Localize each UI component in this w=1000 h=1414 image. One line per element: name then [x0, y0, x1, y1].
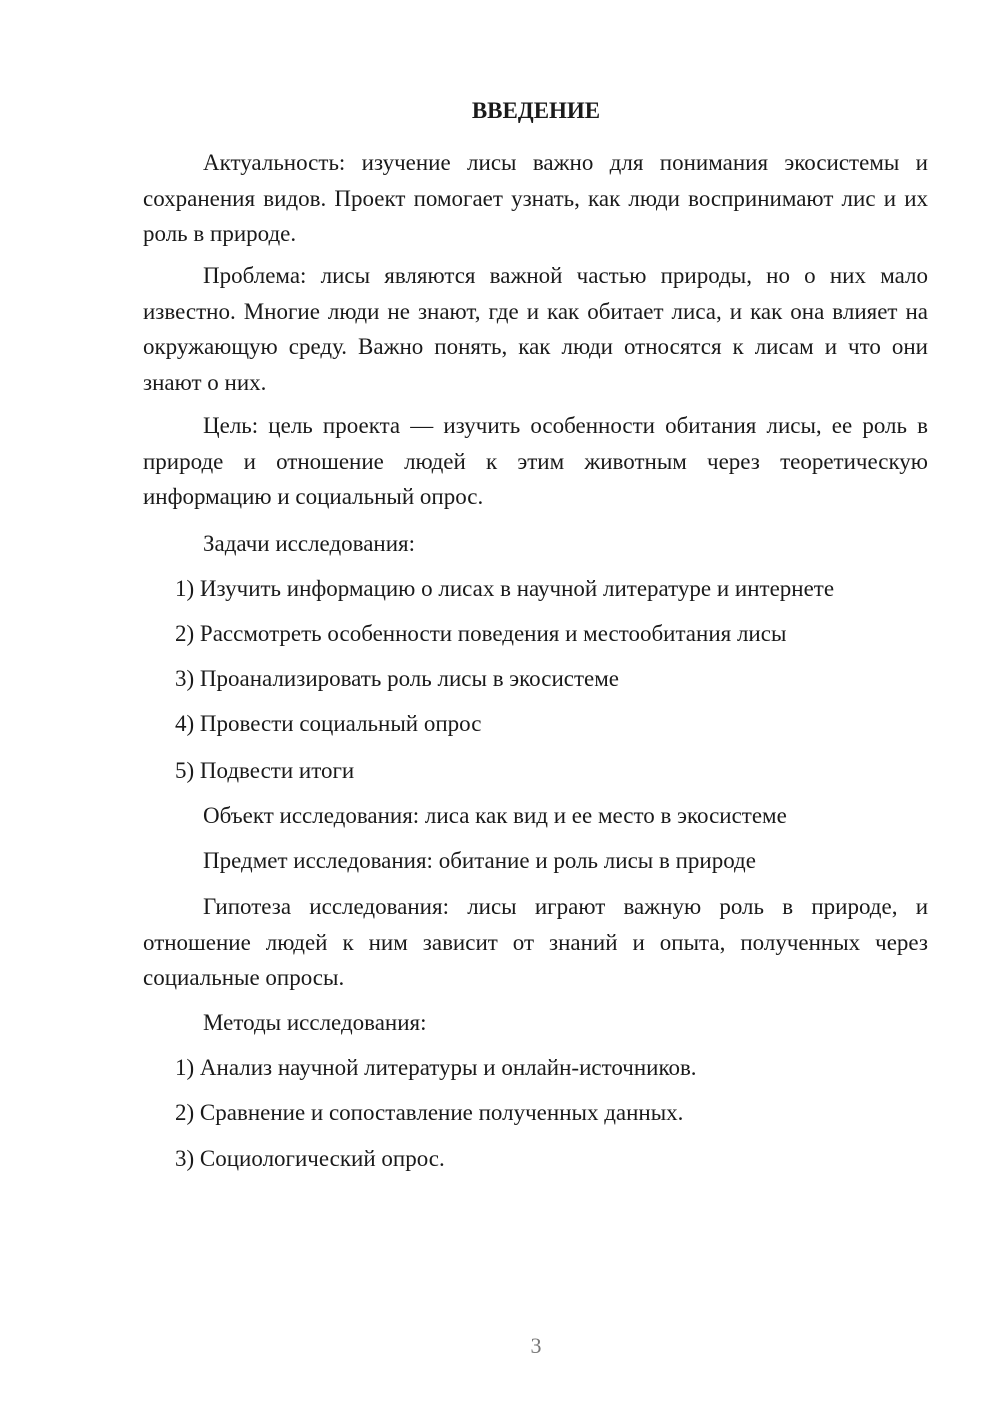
- task-item: 2) Рассмотреть особенности поведения и местообитания лисы: [175, 621, 787, 646]
- method-item: 1) Анализ научной литературы и онлайн-источников.: [175, 1055, 697, 1080]
- relevance-paragraph: Актуальность: изучение лисы важно для понимания экосистемы и сохранения видов. Проект помогает узнать, как люди воспринимают лис и их роль в природе.: [143, 150, 928, 246]
- page-title: ВВЕДЕНИЕ: [471, 98, 601, 123]
- goal-paragraph: Цель: цель проекта — изучить особенности обитания лисы, ее роль в природе и отношение людей к этим животным через теоретическую информацию и социальный опрос.: [143, 413, 928, 509]
- problem-paragraph: Проблема: лисы являются важной частью природы, но о них мало известно. Многие люди не знают, где и как обитает лиса, и как она влияет на окружающую среду. Важно понять, как люди относятся к лисам и что они знают о них.: [143, 263, 928, 395]
- task-item: 3) Проанализировать роль лисы в экосистеме: [175, 666, 620, 691]
- task-item: 5) Подвести итоги: [175, 758, 355, 783]
- page-number: 3: [530, 1333, 542, 1358]
- task-item: 4) Провести социальный опрос: [175, 711, 482, 736]
- research-object: Объект исследования: лиса как вид и ее место в экосистеме: [203, 803, 787, 828]
- hypothesis-paragraph: Гипотеза исследования: лисы играют важную роль в природе, и отношение людей к ним зависит от знаний и опыта, полученных через социальные опросы.: [143, 894, 928, 990]
- method-item: 3) Социологический опрос.: [175, 1146, 445, 1171]
- task-item: 1) Изучить информацию о лисах в научной литературе и интернете: [175, 576, 835, 601]
- method-item: 2) Сравнение и сопоставление полученных данных.: [175, 1100, 684, 1125]
- research-subject: Предмет исследования: обитание и роль лисы в природе: [203, 848, 756, 873]
- methods-heading: Методы исследования:: [203, 1010, 427, 1035]
- tasks-heading: Задачи исследования:: [203, 531, 416, 556]
